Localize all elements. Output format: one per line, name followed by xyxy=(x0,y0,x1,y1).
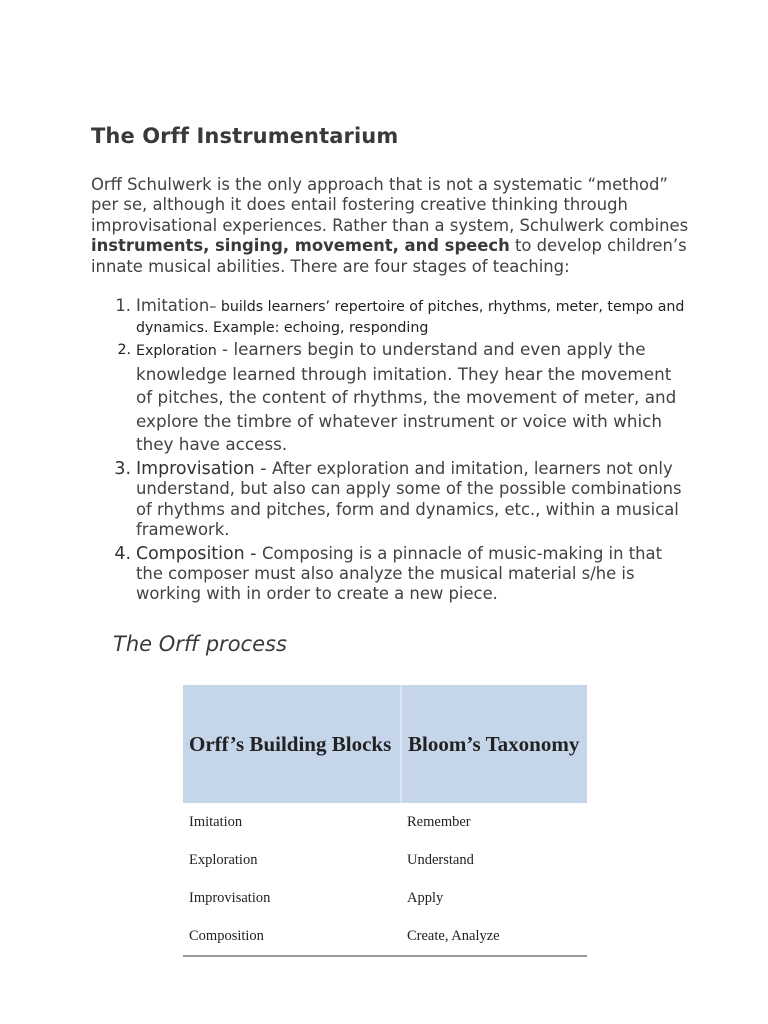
table-header-building-blocks: Orff’s Building Blocks xyxy=(183,685,401,803)
table-cell: Composition xyxy=(183,917,401,956)
table-row xyxy=(183,841,587,879)
stage-number: 4. xyxy=(114,543,131,564)
stage-number: 3. xyxy=(114,459,131,480)
stage-separator: – xyxy=(209,299,221,315)
stage-description: Composing is a pinnacle of music-making in that the composer must also analyze the musical material s/he is working with in order to create a new piece. xyxy=(136,543,662,604)
intro-paragraph xyxy=(91,175,691,277)
stage-description: learners begin to understand and even apply the knowledge learned through imitation. They hear the movement of pitches, the content of rhythms, the movement of meter, and explore the timbre of whatever instrument or voice with which they have access. xyxy=(136,339,677,454)
stage-term: Imitation xyxy=(136,296,210,315)
stage-term: Composition xyxy=(136,543,245,564)
table-cell: Imitation xyxy=(183,803,401,841)
stage-separator: - xyxy=(244,543,262,564)
table-cell: Create, Analyze xyxy=(401,917,587,956)
table-header-row xyxy=(183,685,587,803)
table-cell: Remember xyxy=(401,803,587,841)
page-title: The Orff Instrumentarium xyxy=(91,124,399,148)
table-row xyxy=(183,917,587,956)
stage-description: After exploration and imitation, learners not only understand, but also can apply some of the possible combinations of rhythms and pitches, form and dynamics, etc., within a musical framework. xyxy=(136,459,682,540)
stage-term: Improvisation xyxy=(136,459,255,480)
stage-item-composition xyxy=(91,544,691,605)
intro-text-1: Orff Schulwerk is the only approach that is not a systematic “method” per se, although it does entail fostering creative thinking through improvisational experiences. Rather than a system, Schulwerk combines xyxy=(91,175,689,235)
table-cell: Understand xyxy=(401,841,587,879)
stage-item-imitation xyxy=(91,296,691,338)
stage-number: 2. xyxy=(117,342,131,358)
orff-bloom-table xyxy=(183,685,587,957)
stage-item-exploration xyxy=(91,338,691,456)
section-heading-orff-process: The Orff process xyxy=(113,632,287,656)
table-cell: Improvisation xyxy=(183,879,401,917)
stage-item-improvisation xyxy=(91,459,691,541)
stage-number: 1. xyxy=(115,296,131,315)
stage-term: Exploration xyxy=(136,343,217,359)
intro-bold-text: instruments, singing, movement, and speech xyxy=(91,236,510,256)
intro-text-2: to develop children’s innate musical abilities. There are four stages of teaching: xyxy=(91,236,687,276)
table-row xyxy=(183,803,587,841)
stage-separator: - xyxy=(216,339,234,359)
stages-list xyxy=(91,296,691,605)
table-cell: Apply xyxy=(401,879,587,917)
table-row xyxy=(183,879,587,917)
table-header-blooms-taxonomy: Bloom’s Taxonomy xyxy=(401,685,587,803)
stage-description: builds learners’ repertoire of pitches, rhythms, meter, tempo and dynamics. Example: echoing, responding xyxy=(136,299,685,336)
stage-separator: - xyxy=(254,459,273,480)
table-cell: Exploration xyxy=(183,841,401,879)
